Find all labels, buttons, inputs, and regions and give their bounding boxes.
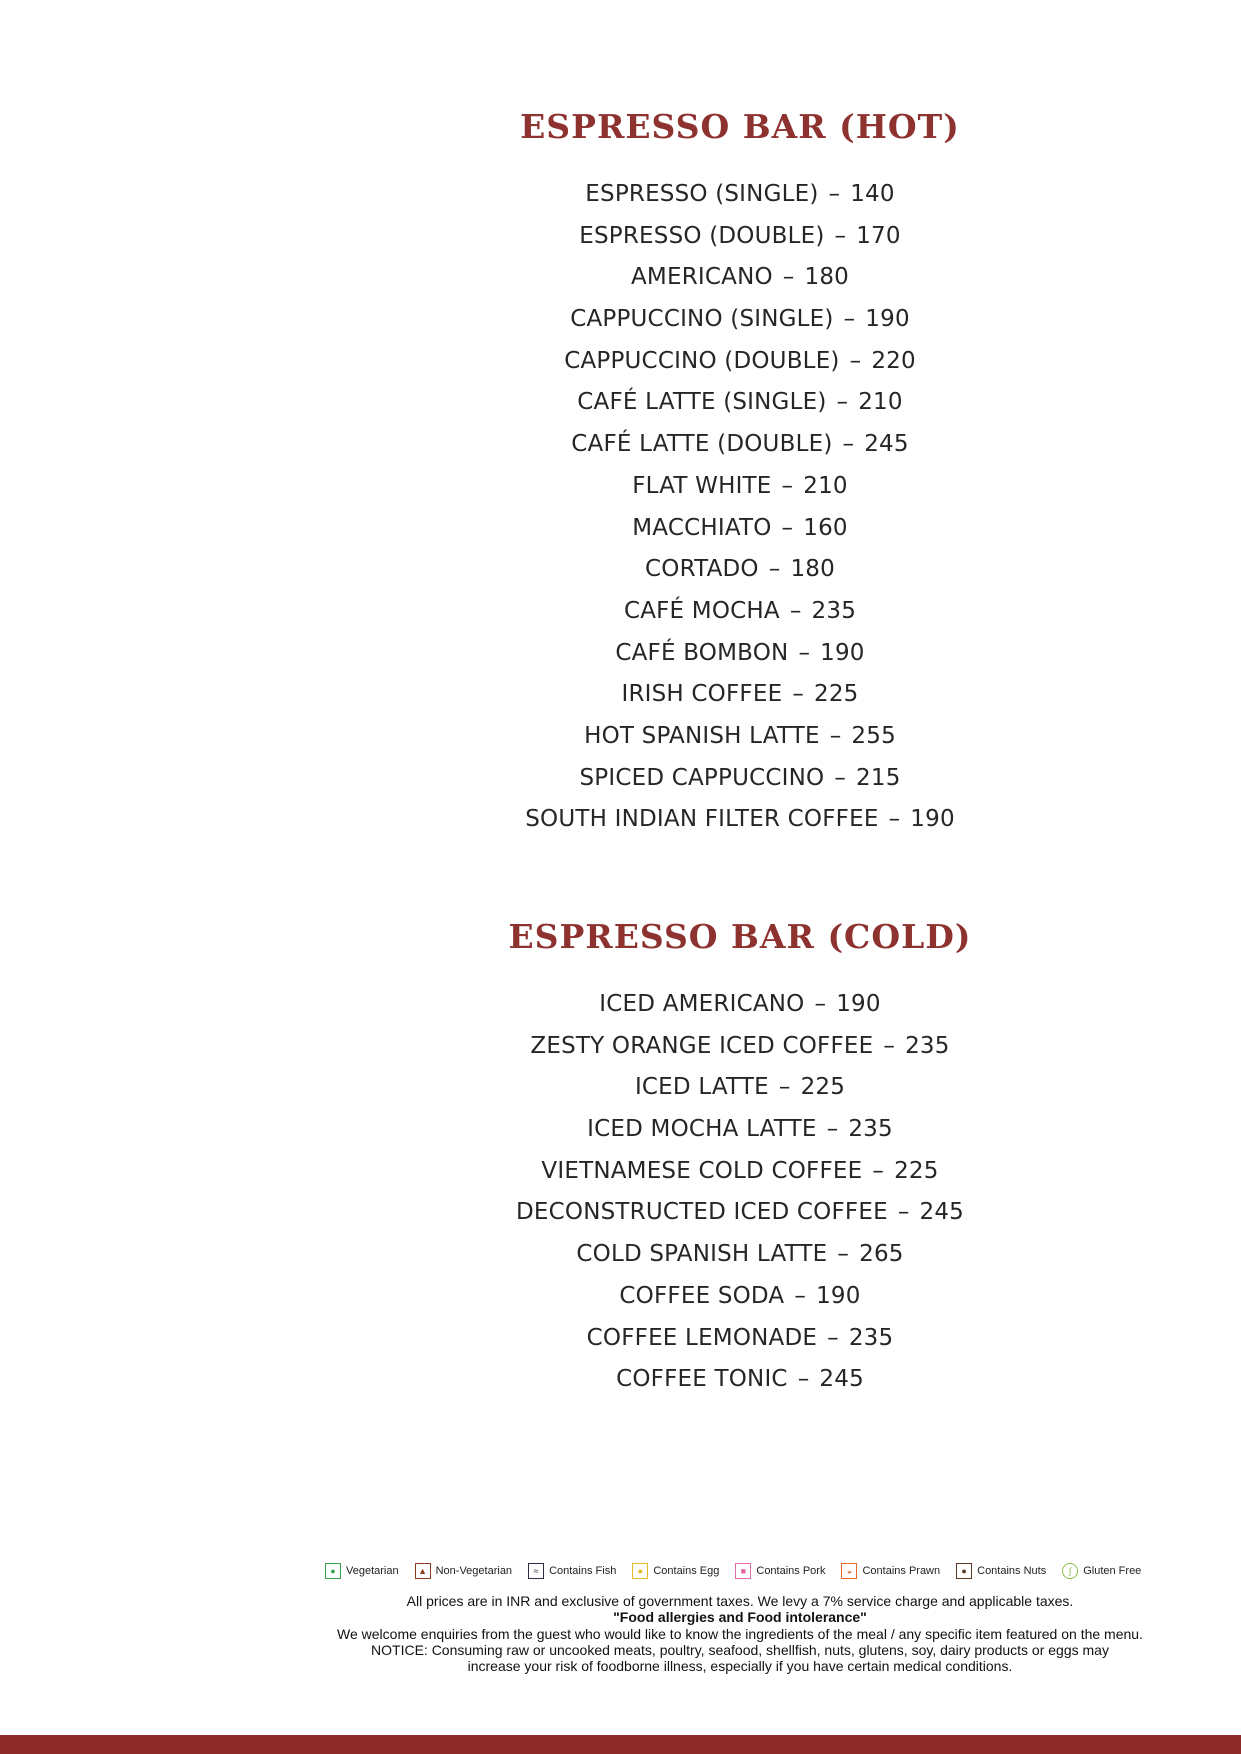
legend-item: [841, 1563, 940, 1579]
item-separator: –: [792, 681, 805, 708]
item-name: ICED AMERICANO: [599, 991, 805, 1017]
item-separator: –: [827, 1324, 839, 1351]
item-separator: –: [789, 597, 802, 624]
item-price: 215: [856, 764, 901, 791]
item-separator: –: [872, 1157, 885, 1184]
item-name: ZESTY ORANGE ICED COFFEE: [530, 1032, 874, 1059]
item-name: ESPRESSO (DOUBLE): [579, 222, 825, 249]
item-name: FLAT WHITE: [632, 472, 772, 499]
menu-item: [480, 1192, 1000, 1234]
item-separator: –: [768, 556, 781, 583]
legend-item: [1062, 1563, 1141, 1579]
footer-bar: [0, 1735, 1241, 1754]
non-vegetarian-icon: ▲: [415, 1563, 431, 1579]
menu-item: [480, 257, 1000, 299]
item-separator: –: [778, 1074, 791, 1101]
item-name: COFFEE SODA: [619, 1282, 785, 1309]
item-price: 245: [819, 1366, 864, 1393]
item-price: 190: [816, 1282, 861, 1309]
menu-item: [480, 174, 1000, 216]
menu-item: [480, 549, 1000, 591]
menu-item: [480, 674, 1000, 716]
item-name: CAPPUCCINO (DOUBLE): [564, 347, 840, 374]
fish-icon: ≈: [528, 1563, 544, 1579]
item-name: SPICED CAPPUCCINO: [579, 764, 825, 791]
item-name: SOUTH INDIAN FILTER COFFEE: [525, 806, 879, 833]
item-name: ICED LATTE: [634, 1074, 769, 1101]
item-name: COLD SPANISH LATTE: [576, 1241, 828, 1268]
menu-item: [480, 1359, 1000, 1401]
item-name: DECONSTRUCTED ICED COFFEE: [515, 1199, 888, 1226]
legend-item: [632, 1563, 719, 1579]
legend-label: Vegetarian: [346, 1565, 399, 1577]
item-price: 170: [856, 222, 901, 249]
legend-item: [956, 1563, 1046, 1579]
section-title-hot: ESPRESSO BAR (HOT): [520, 107, 960, 146]
item-separator: –: [826, 1116, 839, 1143]
legend-label: Contains Fish: [549, 1565, 617, 1577]
egg-icon: ●: [632, 1563, 648, 1579]
item-separator: –: [798, 639, 811, 666]
item-name: CAFÉ LATTE (DOUBLE): [571, 431, 833, 458]
item-price: 180: [804, 264, 849, 291]
item-name: CAFÉ BOMBON: [615, 639, 789, 666]
vegetarian-icon: ●: [325, 1563, 341, 1579]
item-separator: –: [834, 764, 847, 791]
legend-label: Contains Egg: [653, 1565, 720, 1577]
item-price: 245: [864, 431, 909, 458]
legend-item: [325, 1563, 399, 1579]
cold-items-list: [480, 984, 1000, 1401]
item-name: ICED MOCHA LATTE: [587, 1116, 817, 1143]
item-price: 180: [790, 556, 835, 583]
item-separator: –: [814, 991, 827, 1017]
menu-item: [480, 1151, 1000, 1193]
item-name: VIETNAMESE COLD COFFEE: [541, 1157, 863, 1184]
item-name: COFFEE TONIC: [616, 1366, 788, 1393]
item-separator: –: [794, 1282, 807, 1309]
item-name: COFFEE LEMONADE: [586, 1324, 818, 1351]
allergy-heading: "Food allergies and Food intolerance": [613, 1609, 867, 1626]
item-separator: –: [781, 514, 794, 541]
menu-item: [480, 1026, 1000, 1068]
menu-item: [480, 1109, 1000, 1151]
item-separator: –: [781, 472, 794, 499]
gluten-free-icon: ∫: [1062, 1563, 1078, 1579]
legend-label: Non-Vegetarian: [435, 1565, 513, 1577]
legend-label: Contains Prawn: [862, 1565, 941, 1577]
item-name: CAFÉ MOCHA: [623, 597, 780, 624]
item-separator: –: [849, 347, 862, 374]
item-separator: –: [842, 431, 855, 458]
notice-line-2: increase your risk of foodborne illness, especially if you have certain medical conditions.: [467, 1658, 1013, 1675]
notice-line-1: NOTICE: Consuming raw or uncooked meats, poultry, seafood, shellfish, nuts, glutens, soy, dairy products or eggs may: [371, 1641, 1109, 1658]
legend-item: [735, 1563, 825, 1579]
legend-item: [528, 1563, 616, 1579]
item-price: 235: [905, 1032, 950, 1059]
menu-item: [480, 1276, 1000, 1318]
section-title-cold: ESPRESSO BAR (COLD): [508, 917, 972, 956]
menu-item: [480, 424, 1000, 466]
menu-item: [480, 1067, 1000, 1109]
prawn-icon: ◒: [841, 1563, 857, 1579]
menu-item: [480, 716, 1000, 758]
item-price: 210: [803, 472, 848, 499]
item-name: ESPRESSO (SINGLE): [585, 181, 819, 207]
item-name: CORTADO: [645, 556, 759, 583]
item-separator: –: [829, 722, 842, 749]
item-price: 225: [800, 1074, 846, 1101]
price-note: All prices are in INR and exclusive of government taxes. We levy a 7% service charge and applicable taxes.: [406, 1593, 1074, 1609]
item-name: CAPPUCCINO (SINGLE): [570, 306, 834, 333]
item-separator: –: [836, 389, 849, 416]
menu-item: [480, 216, 1000, 258]
menu-item: [480, 799, 1000, 841]
menu-item: [480, 1318, 1000, 1360]
item-price: 225: [814, 681, 859, 708]
menu-notes: [300, 1593, 1180, 1674]
menu-item: [480, 633, 1000, 675]
item-separator: –: [897, 1199, 910, 1226]
item-price: 140: [850, 181, 895, 207]
item-name: AMERICANO: [631, 264, 773, 291]
item-price: 265: [859, 1241, 904, 1268]
nuts-icon: ●: [956, 1563, 972, 1579]
menu-item: [480, 299, 1000, 341]
menu-item: [480, 591, 1000, 633]
item-price: 190: [910, 806, 955, 833]
item-price: 210: [858, 389, 903, 416]
item-price: 160: [803, 514, 848, 541]
item-separator: –: [782, 264, 795, 291]
item-separator: –: [883, 1032, 896, 1059]
item-name: HOT SPANISH LATTE: [584, 722, 820, 749]
legend-label: Contains Nuts: [977, 1565, 1047, 1577]
item-separator: –: [834, 222, 847, 249]
enquiries-note: We welcome enquiries from the guest who would like to know the ingredients of the meal / any specific item featured on the menu.: [337, 1625, 1143, 1642]
pork-icon: ■: [735, 1563, 751, 1579]
hot-items-list: [480, 174, 1000, 841]
menu-item: [480, 341, 1000, 383]
dietary-legend: [325, 1561, 1165, 1581]
item-separator: –: [837, 1241, 850, 1268]
menu-item: [480, 1234, 1000, 1276]
item-separator: –: [828, 181, 841, 207]
item-price: 235: [848, 1324, 894, 1351]
item-name: IRISH COFFEE: [621, 681, 783, 708]
item-price: 235: [848, 1116, 893, 1143]
item-price: 190: [836, 991, 881, 1017]
menu-item: [480, 758, 1000, 800]
legend-label: Gluten Free: [1083, 1565, 1142, 1577]
menu-item: [480, 984, 1000, 1026]
item-price: 190: [820, 639, 865, 666]
item-price: 225: [894, 1157, 939, 1184]
item-price: 245: [919, 1199, 965, 1226]
menu-item: [480, 382, 1000, 424]
item-name: MACCHIATO: [632, 514, 772, 541]
item-separator: –: [888, 806, 901, 833]
item-price: 220: [871, 347, 916, 374]
item-price: 235: [811, 597, 857, 624]
item-price: 190: [865, 306, 910, 333]
legend-item: [415, 1563, 512, 1579]
item-separator: –: [797, 1366, 810, 1393]
menu-item: [480, 466, 1000, 508]
item-separator: –: [843, 306, 856, 333]
menu-item: [480, 508, 1000, 550]
item-name: CAFÉ LATTE (SINGLE): [577, 389, 827, 416]
item-price: 255: [851, 722, 896, 749]
legend-label: Contains Pork: [756, 1565, 826, 1577]
